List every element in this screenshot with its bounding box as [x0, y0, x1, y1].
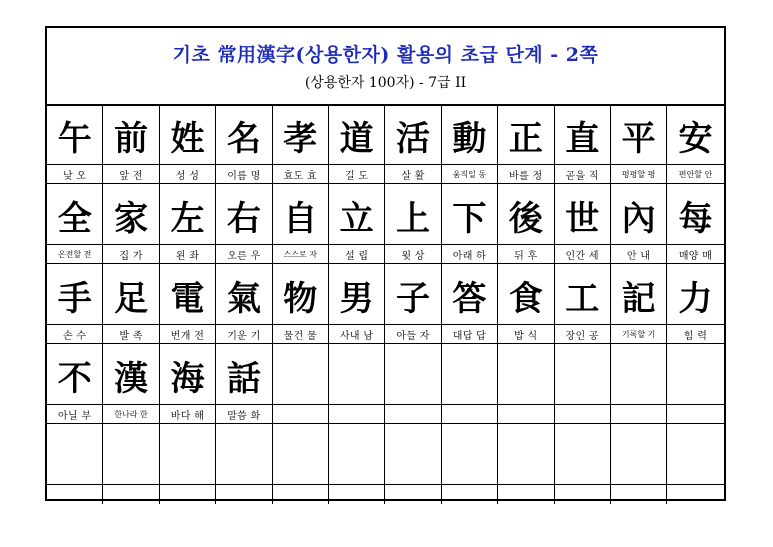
hanja-cell [667, 344, 723, 424]
hanja-character: 自 [273, 184, 328, 245]
hanja-character: 平 [611, 104, 666, 165]
hanja-meaning: 평평할 평 [611, 165, 666, 184]
hanja-meaning: 대답 답 [442, 325, 497, 344]
worksheet [45, 26, 726, 501]
hanja-meaning: 발 족 [103, 325, 158, 344]
hanja-character [442, 344, 497, 405]
hanja-cell [555, 344, 611, 424]
hanja-meaning: 아닐 부 [47, 405, 102, 424]
hanja-cell [385, 424, 441, 504]
hanja-meaning [329, 485, 384, 504]
hanja-character: 姓 [160, 104, 215, 165]
hanja-character [103, 424, 158, 485]
hanja-cell [555, 104, 611, 184]
hanja-cell [498, 344, 554, 424]
hanja-character: 下 [442, 184, 497, 245]
hanja-cell [667, 424, 723, 504]
hanja-character [273, 344, 328, 405]
hanja-cell [385, 264, 441, 344]
grid-row [47, 104, 724, 184]
hanja-character [160, 424, 215, 485]
hanja-character [498, 424, 553, 485]
hanja-cell [160, 344, 216, 424]
hanja-cell [273, 424, 329, 504]
hanja-meaning: 사내 남 [329, 325, 384, 344]
hanja-meaning [442, 485, 497, 504]
hanja-cell [103, 184, 159, 264]
hanja-cell [611, 344, 667, 424]
worksheet-subtitle: (상용한자 100자) - 7급 II [304, 75, 467, 91]
hanja-character: 答 [442, 264, 497, 325]
hanja-meaning: 바다 해 [160, 405, 215, 424]
hanja-meaning [329, 405, 384, 424]
hanja-cell [442, 344, 498, 424]
hanja-character: 安 [667, 104, 723, 165]
hanja-character: 左 [160, 184, 215, 245]
hanja-character: 前 [103, 104, 158, 165]
hanja-meaning [385, 485, 440, 504]
hanja-cell [611, 424, 667, 504]
hanja-meaning [160, 485, 215, 504]
hanja-character [555, 344, 610, 405]
hanja-cell [103, 424, 159, 504]
hanja-character: 世 [555, 184, 610, 245]
hanja-cell [385, 184, 441, 264]
hanja-meaning [555, 485, 610, 504]
hanja-character: 海 [160, 344, 215, 405]
hanja-cell [667, 184, 723, 264]
hanja-character: 漢 [103, 344, 158, 405]
hanja-character [498, 344, 553, 405]
hanja-cell [442, 264, 498, 344]
hanja-meaning: 밥 식 [498, 325, 553, 344]
hanja-character [611, 344, 666, 405]
hanja-character: 活 [385, 104, 440, 165]
hanja-character [667, 344, 723, 405]
hanja-character [47, 424, 102, 485]
hanja-character: 男 [329, 264, 384, 325]
hanja-meaning: 힘 력 [667, 325, 723, 344]
hanja-character: 力 [667, 264, 723, 325]
hanja-cell [160, 264, 216, 344]
hanja-meaning: 살 활 [385, 165, 440, 184]
hanja-meaning [667, 485, 723, 504]
hanja-cell [667, 104, 723, 184]
hanja-meaning: 온전할 전 [47, 245, 102, 264]
hanja-cell [103, 264, 159, 344]
hanja-meaning [555, 405, 610, 424]
hanja-cell [47, 424, 103, 504]
hanja-meaning: 물건 물 [273, 325, 328, 344]
hanja-character [611, 424, 666, 485]
hanja-character: 後 [498, 184, 553, 245]
hanja-character: 工 [555, 264, 610, 325]
hanja-cell [442, 104, 498, 184]
hanja-meaning [385, 405, 440, 424]
grid-row [47, 344, 724, 424]
hanja-meaning: 성 성 [160, 165, 215, 184]
hanja-meaning: 뒤 후 [498, 245, 553, 264]
hanja-meaning: 말씀 화 [216, 405, 271, 424]
hanja-meaning [498, 485, 553, 504]
hanja-cell [385, 344, 441, 424]
hanja-cell [498, 424, 554, 504]
worksheet-header [47, 28, 724, 106]
hanja-meaning: 손 수 [47, 325, 102, 344]
hanja-meaning: 효도 효 [273, 165, 328, 184]
hanja-cell [273, 344, 329, 424]
hanja-meaning: 이름 명 [216, 165, 271, 184]
hanja-meaning [611, 405, 666, 424]
hanja-character: 內 [611, 184, 666, 245]
hanja-character: 全 [47, 184, 102, 245]
hanja-meaning [273, 485, 328, 504]
hanja-cell [498, 104, 554, 184]
hanja-meaning: 곧을 직 [555, 165, 610, 184]
hanja-meaning: 오른 우 [216, 245, 271, 264]
hanja-character: 右 [216, 184, 271, 245]
hanja-meaning [442, 405, 497, 424]
hanja-meaning: 집 가 [103, 245, 158, 264]
hanja-meaning: 매양 매 [667, 245, 723, 264]
hanja-cell [442, 184, 498, 264]
hanja-meaning: 기록할 기 [611, 325, 666, 344]
hanja-meaning: 길 도 [329, 165, 384, 184]
hanja-cell [47, 184, 103, 264]
hanja-cell [498, 184, 554, 264]
hanja-cell [103, 104, 159, 184]
hanja-meaning: 앞 전 [103, 165, 158, 184]
hanja-cell [103, 344, 159, 424]
grid-row [47, 264, 724, 344]
hanja-meaning: 설 립 [329, 245, 384, 264]
grid-row [47, 424, 724, 504]
hanja-character: 記 [611, 264, 666, 325]
hanja-character: 電 [160, 264, 215, 325]
hanja-meaning [273, 405, 328, 424]
hanja-character [667, 424, 723, 485]
hanja-cell [216, 344, 272, 424]
hanja-character: 足 [103, 264, 158, 325]
hanja-cell [273, 184, 329, 264]
hanja-grid [47, 104, 724, 504]
hanja-meaning: 번개 전 [160, 325, 215, 344]
hanja-meaning: 바를 정 [498, 165, 553, 184]
hanja-character: 手 [47, 264, 102, 325]
hanja-meaning: 아들 자 [385, 325, 440, 344]
hanja-cell [329, 104, 385, 184]
hanja-meaning: 아래 하 [442, 245, 497, 264]
hanja-character [385, 344, 440, 405]
hanja-character [273, 424, 328, 485]
hanja-cell [555, 424, 611, 504]
hanja-meaning [667, 405, 723, 424]
hanja-meaning [103, 485, 158, 504]
hanja-meaning: 왼 좌 [160, 245, 215, 264]
hanja-cell [555, 264, 611, 344]
hanja-cell [329, 424, 385, 504]
hanja-cell [273, 104, 329, 184]
hanja-cell [216, 264, 272, 344]
hanja-character: 不 [47, 344, 102, 405]
hanja-character: 正 [498, 104, 553, 165]
hanja-cell [611, 264, 667, 344]
hanja-character: 午 [47, 104, 102, 165]
hanja-character: 上 [385, 184, 440, 245]
hanja-cell [385, 104, 441, 184]
hanja-meaning: 안 내 [611, 245, 666, 264]
hanja-cell [47, 104, 103, 184]
hanja-cell [273, 264, 329, 344]
hanja-cell [329, 264, 385, 344]
hanja-character: 名 [216, 104, 271, 165]
hanja-character: 動 [442, 104, 497, 165]
hanja-cell [498, 264, 554, 344]
hanja-cell [329, 184, 385, 264]
hanja-cell [160, 104, 216, 184]
hanja-character: 子 [385, 264, 440, 325]
hanja-cell [611, 184, 667, 264]
hanja-character: 每 [667, 184, 723, 245]
hanja-character: 話 [216, 344, 271, 405]
hanja-cell [611, 104, 667, 184]
hanja-character: 家 [103, 184, 158, 245]
hanja-meaning: 인간 세 [555, 245, 610, 264]
hanja-cell [47, 344, 103, 424]
hanja-cell [160, 184, 216, 264]
hanja-cell [555, 184, 611, 264]
hanja-cell [442, 424, 498, 504]
hanja-meaning [216, 485, 271, 504]
hanja-character: 食 [498, 264, 553, 325]
hanja-character [442, 424, 497, 485]
hanja-meaning [611, 485, 666, 504]
hanja-meaning [498, 405, 553, 424]
hanja-cell [160, 424, 216, 504]
hanja-character: 孝 [273, 104, 328, 165]
hanja-meaning: 윗 상 [385, 245, 440, 264]
hanja-cell [216, 424, 272, 504]
hanja-meaning [47, 485, 102, 504]
hanja-meaning: 움직일 동 [442, 165, 497, 184]
hanja-character: 物 [273, 264, 328, 325]
hanja-meaning: 낮 오 [47, 165, 102, 184]
hanja-character [329, 424, 384, 485]
hanja-character: 道 [329, 104, 384, 165]
hanja-character: 氣 [216, 264, 271, 325]
worksheet-title: 기초 常用漢字(상용한자) 활용의 초급 단계 - 2쪽 [172, 44, 599, 66]
hanja-character: 直 [555, 104, 610, 165]
hanja-meaning: 한나라 한 [103, 405, 158, 424]
hanja-character: 立 [329, 184, 384, 245]
hanja-cell [47, 264, 103, 344]
hanja-cell [216, 184, 272, 264]
hanja-character [216, 424, 271, 485]
hanja-meaning: 편안할 안 [667, 165, 723, 184]
hanja-cell [216, 104, 272, 184]
hanja-meaning: 스스로 자 [273, 245, 328, 264]
hanja-meaning: 기운 기 [216, 325, 271, 344]
hanja-character [555, 424, 610, 485]
hanja-cell [667, 264, 723, 344]
hanja-character [329, 344, 384, 405]
hanja-meaning: 장인 공 [555, 325, 610, 344]
grid-row [47, 184, 724, 264]
hanja-character [385, 424, 440, 485]
hanja-cell [329, 344, 385, 424]
